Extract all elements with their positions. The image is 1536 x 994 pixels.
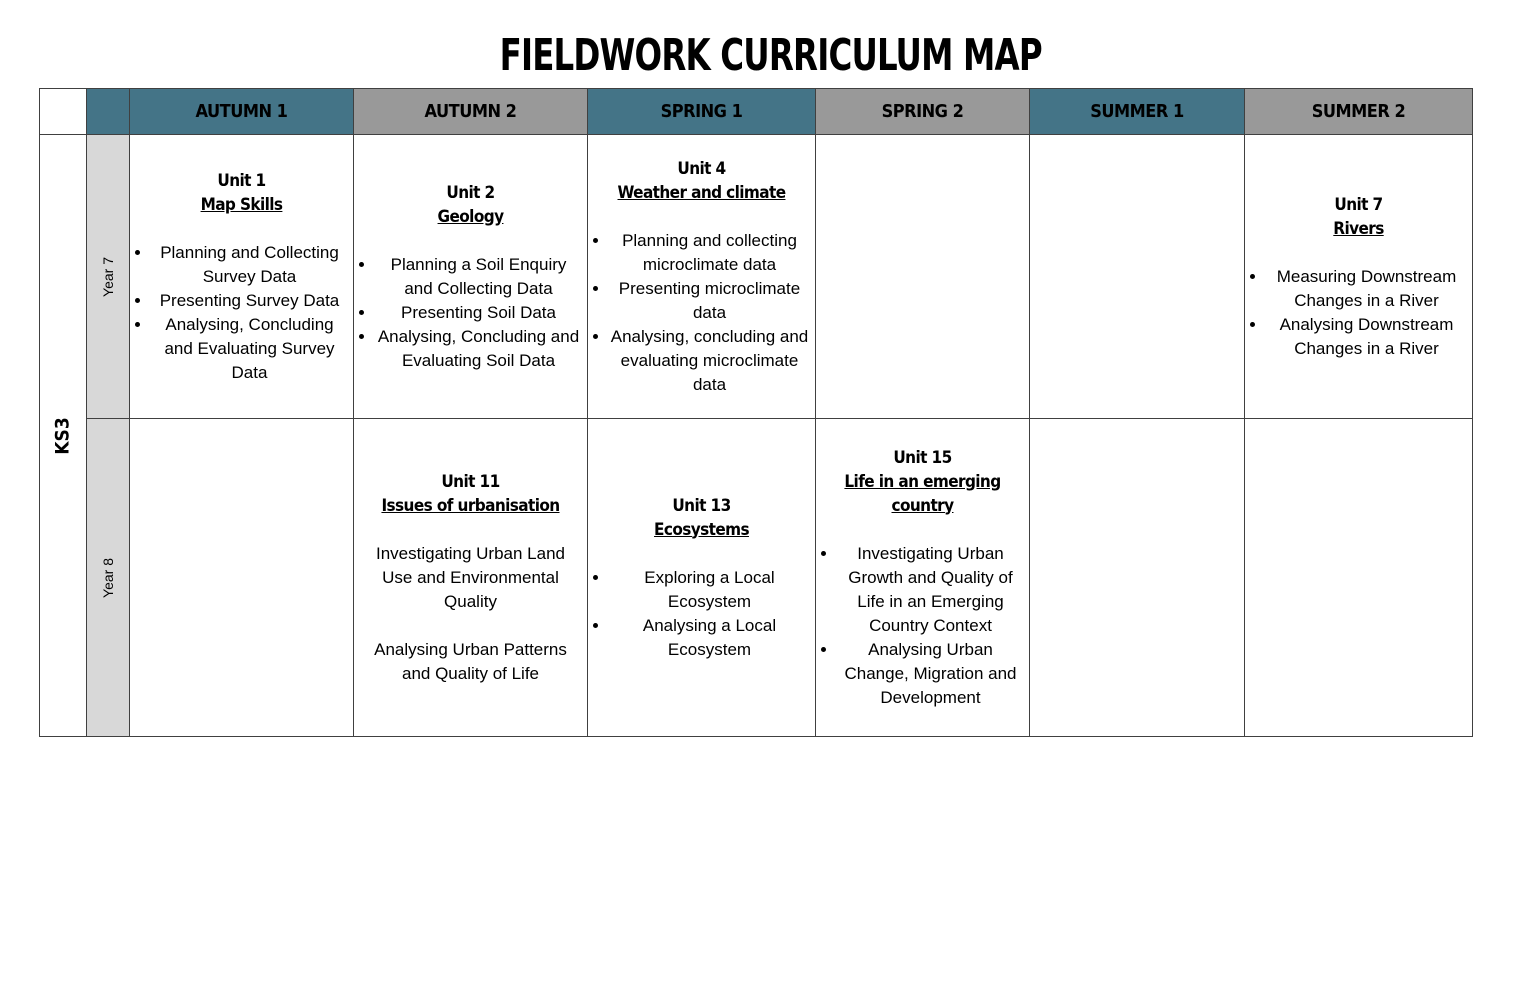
unit-title: Ecosystems [654, 519, 749, 540]
header-spring-2: SPRING 2 [816, 89, 1030, 135]
cell-y7-summer1 [1030, 135, 1245, 419]
cell-y7-summer2 [1245, 135, 1473, 419]
list-item: • Measuring Downstream Changes in a River [1267, 265, 1466, 313]
cell-y8-autumn1 [130, 419, 354, 737]
list-item: • Investigating Urban Growth and Quality of Life in an Emerging Country Context [838, 542, 1023, 638]
list-item: • Presenting Survey Data [152, 289, 347, 313]
cell-y8-summer1 [1030, 419, 1245, 737]
unit-title: Issues of urbanisation [381, 495, 560, 516]
unit-title: Weather and climate [617, 182, 786, 203]
year-7-label: Year 7 [100, 256, 116, 297]
cell-y8-spring1 [588, 419, 816, 737]
year-8-cell [87, 419, 130, 737]
header-summer-2: SUMMER 2 [1245, 89, 1473, 135]
year-8-label: Year 8 [100, 557, 116, 598]
unit-number: Unit 2 [446, 182, 495, 203]
list-item: • Analysing Downstream Changes in a River [1267, 313, 1466, 361]
list-item: • Analysing Urban Change, Migration and Development [838, 638, 1023, 710]
header-autumn-2: AUTUMN 2 [354, 89, 588, 135]
year-7-cell [87, 135, 130, 419]
unit-title: Rivers [1333, 218, 1384, 239]
list-item: • Presenting Soil Data [376, 301, 581, 325]
list-item: • Exploring a Local Ecosystem [610, 566, 809, 614]
row-year-7 [40, 135, 1473, 419]
unit-number: Unit 13 [672, 495, 731, 516]
list-item: • Analysing, concluding and evaluating microclimate data [610, 325, 809, 397]
corner-cell [40, 89, 87, 135]
page-title: FIELDWORK CURRICULUM MAP [499, 30, 1042, 81]
unit-number: Unit 15 [893, 447, 952, 468]
corner-band-cell [87, 89, 130, 135]
cell-y7-spring1 [588, 135, 816, 419]
list-item: • Planning and collecting microclimate data [610, 229, 809, 277]
list-item: • Analysing, Concluding and Evaluating Survey Data [152, 313, 347, 385]
curriculum-table [39, 88, 1473, 737]
header-autumn-1: AUTUMN 1 [130, 89, 354, 135]
cell-y8-spring2 [816, 419, 1030, 737]
list-item: • Planning and Collecting Survey Data [152, 241, 347, 289]
paragraph: Analysing Urban Patterns and Quality of Life [374, 639, 567, 683]
cell-y8-summer2 [1245, 419, 1473, 737]
cell-y7-spring2 [816, 135, 1030, 419]
paragraph: Investigating Urban Land Use and Environmental Quality [375, 543, 566, 611]
unit-number: Unit 11 [441, 471, 500, 492]
unit-number: Unit 7 [1334, 194, 1383, 215]
header-spring-1: SPRING 1 [588, 89, 816, 135]
header-summer-1: SUMMER 1 [1030, 89, 1245, 135]
key-stage-label: KS3 [51, 416, 74, 455]
cell-y8-autumn2 [354, 419, 588, 737]
cell-y7-autumn2 [354, 135, 588, 419]
list-item: • Presenting microclimate data [610, 277, 809, 325]
unit-number: Unit 4 [677, 158, 726, 179]
unit-title: Life in an emerging country [844, 471, 1001, 516]
key-stage-cell [40, 135, 87, 737]
unit-number: Unit 1 [217, 170, 266, 191]
row-year-8 [40, 419, 1473, 737]
unit-title: Geology [437, 206, 504, 227]
unit-title: Map Skills [200, 194, 283, 215]
list-item: • Planning a Soil Enquiry and Collecting Data [376, 253, 581, 301]
list-item: • Analysing a Local Ecosystem [610, 614, 809, 662]
cell-y7-autumn1 [130, 135, 354, 419]
list-item: • Analysing, Concluding and Evaluating Soil Data [376, 325, 581, 373]
header-row [40, 89, 1473, 135]
